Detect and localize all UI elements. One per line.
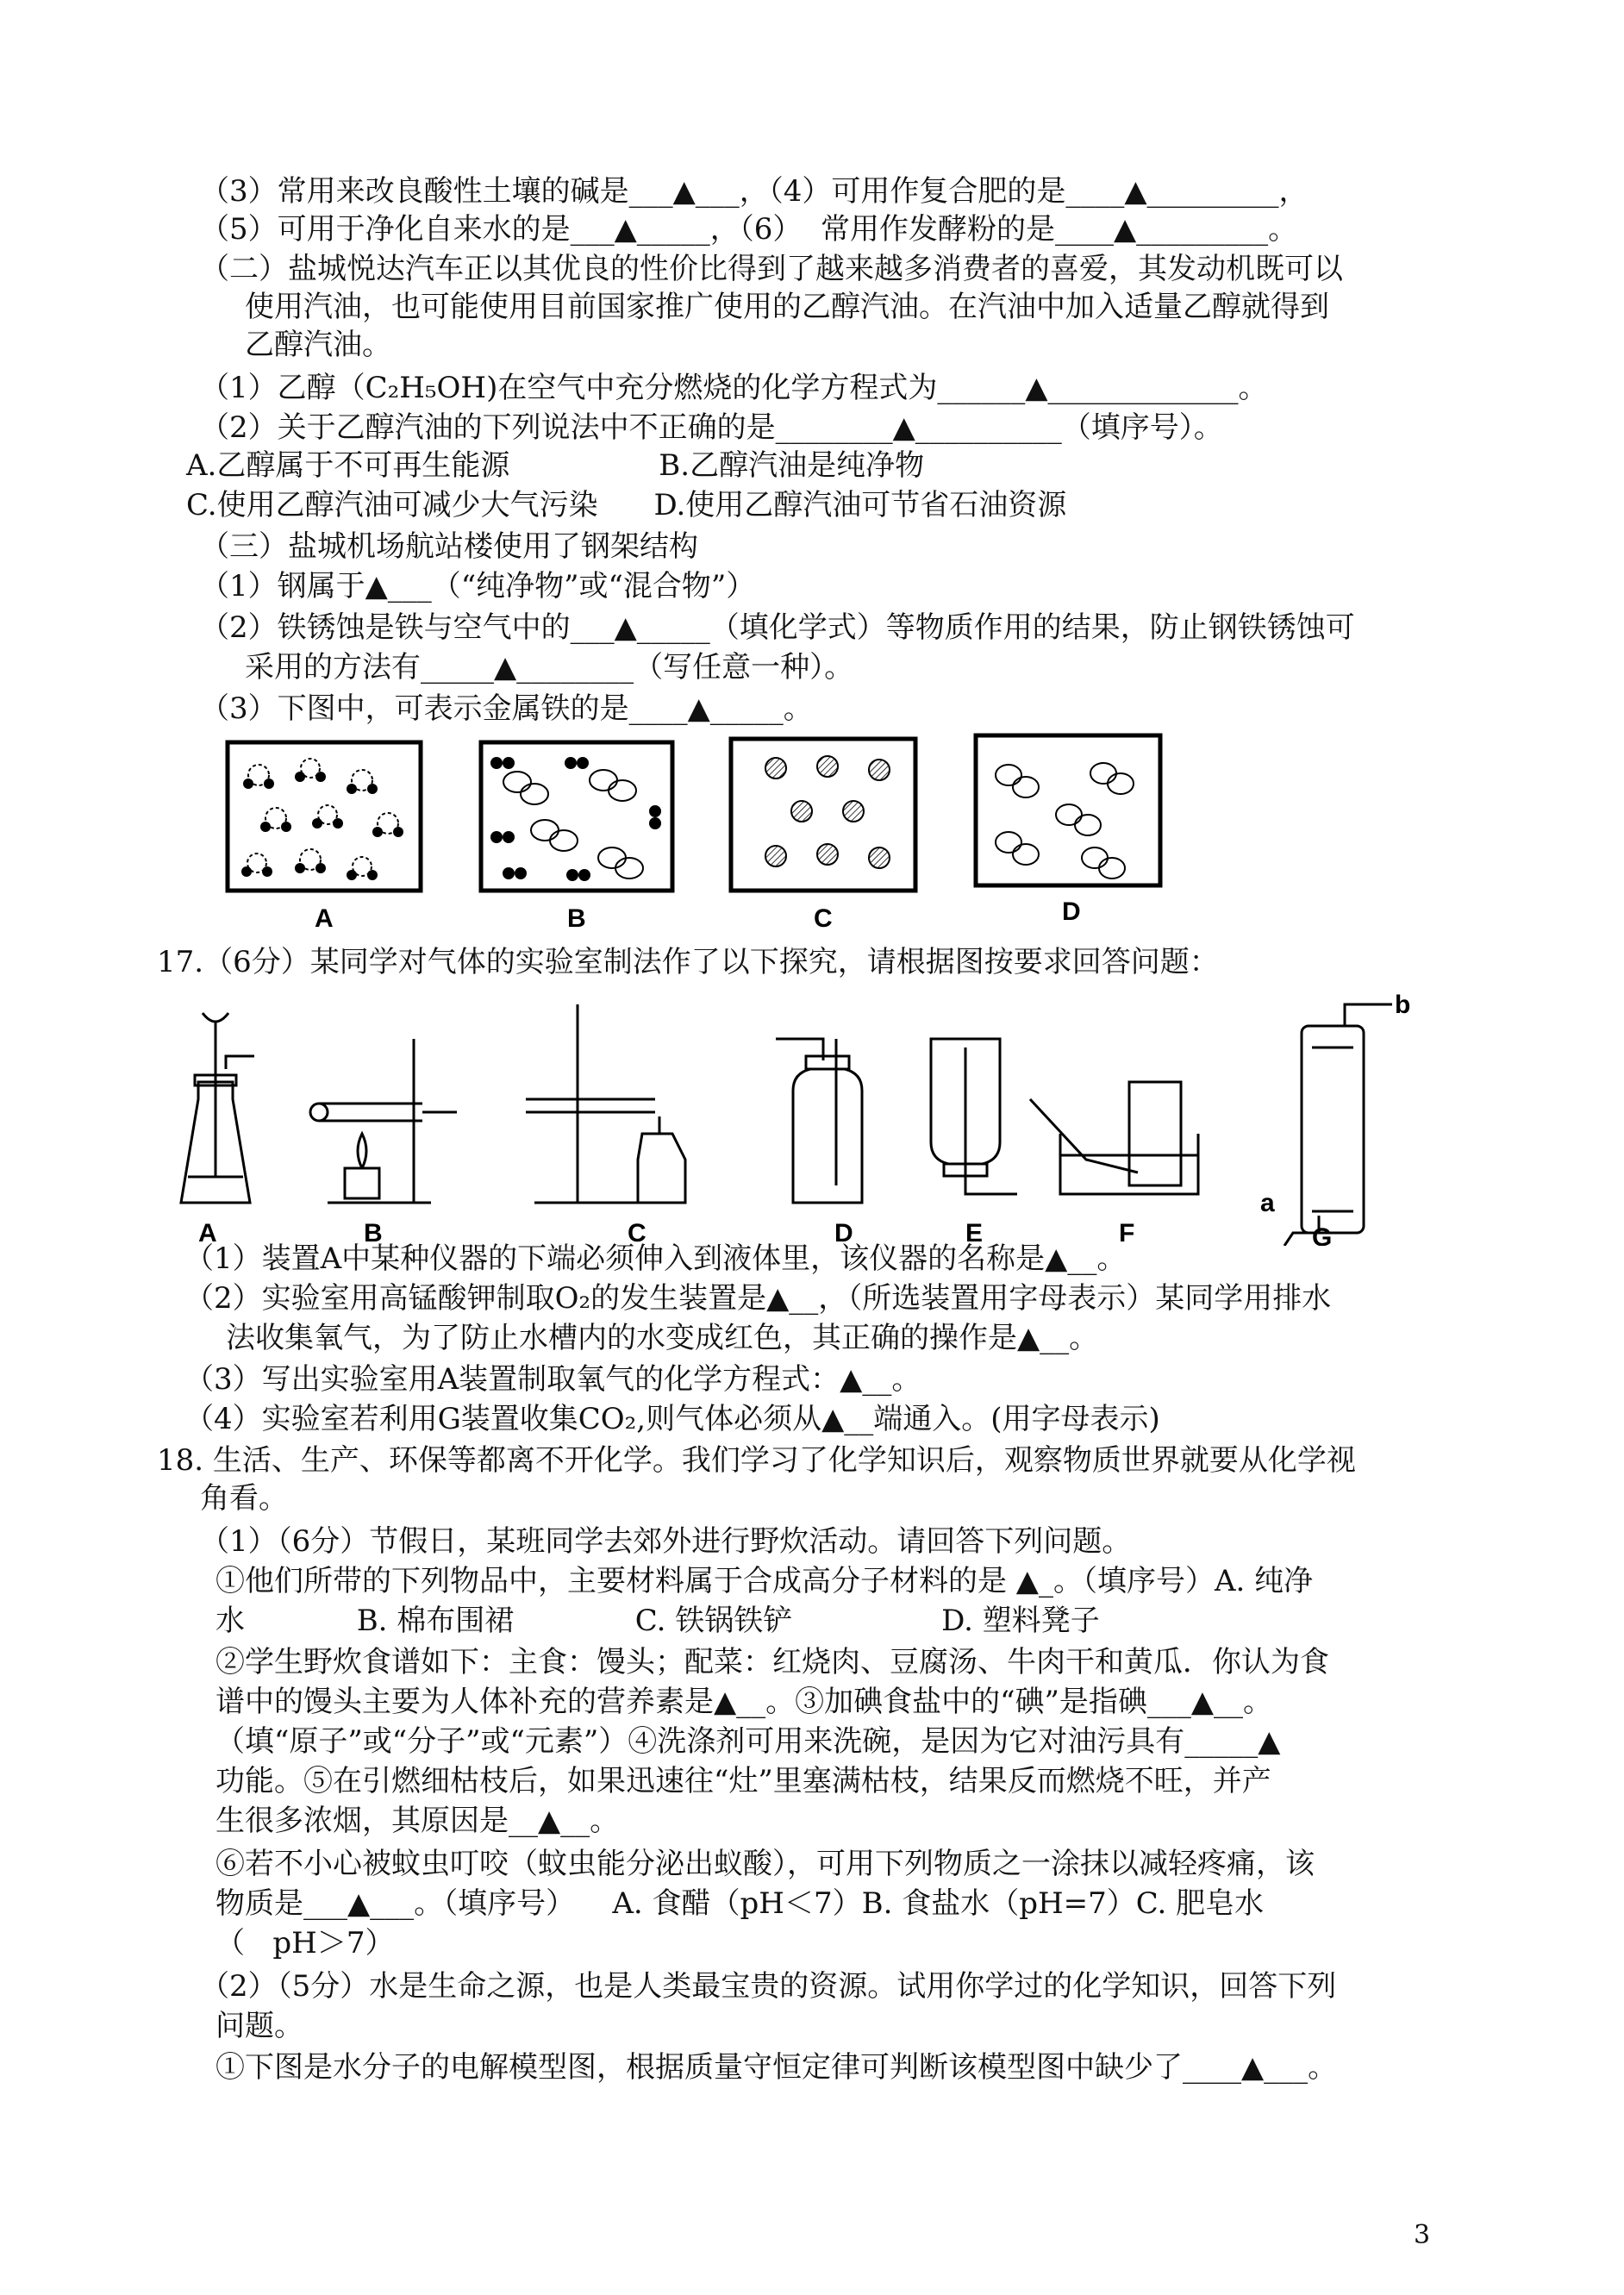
apparatus-label-d: D [834, 1219, 853, 1246]
particle-label-a: A [315, 904, 334, 933]
text-line-32: 物质是___▲___。（填序号） A. 食醋（pH＜7）B. 食盐水（pH=7）C. 肥皂水 [215, 1886, 1265, 1921]
text-line-26: ②学生野炊食谱如下：主食：馒头；配菜：红烧肉、豆腐汤、牛肉干和黄瓜．你认为食 [215, 1645, 1329, 1679]
text-line-1: （3）常用来改良酸性土壤的碱是___▲___，（4）可用作复合肥的是____▲_________， [200, 174, 1309, 209]
apparatus-label-e: E [965, 1219, 984, 1246]
apparatus-label-g: G [1312, 1223, 1333, 1246]
apparatus-b [310, 1039, 457, 1203]
apparatus-label-c: C [628, 1219, 646, 1246]
text-line-8: A.乙醇属于不可再生能源 B.乙醇汽油是纯净物 [186, 448, 925, 483]
text-line-31: ⑥若不小心被蚊虫叮咬（蚊虫能分泌出蚁酸），可用下列物质之一涂抹以减轻疼痛，该 [215, 1847, 1315, 1881]
particle-label-c: C [814, 904, 833, 933]
particle-box-b [481, 742, 672, 933]
text-line-17: （2）实验室用高锰酸钾制取O₂的发生装置是▲__，（所选装置用字母表示）某同学用排水 [184, 1281, 1332, 1316]
text-line-10: （三）盐城机场航站楼使用了钢架结构 [200, 529, 698, 564]
apparatus-a [181, 1013, 254, 1203]
text-line-5: 乙醇汽油。 [245, 328, 391, 362]
text-line-12: （2）铁锈蚀是铁与空气中的___▲_____（填化学式）等物质作用的结果，防止钢铁锈蚀可 [200, 610, 1355, 645]
text-line-35: 问题。 [215, 2009, 303, 2043]
text-line-29: 功能。⑤在引燃细枯枝后，如果迅速往“灶”里塞满枯枝，结果反而燃烧不旺，并产 [215, 1764, 1271, 1798]
text-line-25: 水 B. 棉布围裙 C. 铁锅铁铲 D. 塑料凳子 [215, 1604, 1100, 1638]
text-line-4: 使用汽油，也可能使用目前国家推广使用的乙醇汽油。在汽油中加入适量乙醇就得到 [245, 290, 1329, 324]
text-line-9: C.使用乙醇汽油可减少大气污染 D.使用乙醇汽油可节省石油资源 [186, 488, 1067, 522]
apparatus-label-f: F [1119, 1219, 1135, 1246]
apparatus-e [931, 1039, 1017, 1194]
particle-label-d: D [1062, 897, 1081, 926]
apparatus-end-b: b [1395, 991, 1411, 1019]
text-line-22: 角看。 [200, 1481, 288, 1516]
page-number: 3 [1414, 2220, 1431, 2250]
particle-box-a [228, 742, 421, 933]
particle-box-c [731, 739, 915, 933]
text-line-2: （5）可用于净化自来水的是___▲_____，（6） 常用作发酵粉的是____▲_________。 [200, 212, 1298, 247]
apparatus-g [1284, 1004, 1392, 1246]
text-line-14: （3）下图中，可表示金属铁的是____▲_____。 [200, 691, 813, 726]
text-line-30: 生很多浓烟，其原因是__▲__。 [215, 1804, 620, 1838]
text-line-3: （二）盐城悦达汽车正以其优良的性价比得到了越来越多消费者的喜爱，其发动机既可以 [200, 252, 1343, 286]
text-line-11: （1）钢属于▲___（“纯净物”或“混合物”） [200, 569, 756, 603]
text-line-20: （4）实验室若利用G装置收集CO₂,则气体必须从▲__端通入。(用字母表示) [184, 1402, 1160, 1436]
particle-model-figures [224, 729, 1181, 940]
text-line-16: （1）装置A中某种仪器的下端必须伸入到液体里，该仪器的名称是▲__。 [184, 1241, 1127, 1276]
text-line-21: 18. 生活、生产、环保等都离不开化学。我们学习了化学知识后，观察物质世界就要从化学视 [157, 1443, 1356, 1478]
particle-label-b: B [567, 904, 586, 933]
text-line-36: ①下图是水分子的电解模型图，根据质量守恒定律可判断该模型图中缺少了____▲___。 [215, 2050, 1338, 2085]
text-line-33: （ pH＞7） [215, 1926, 395, 1960]
text-line-19: （3）写出实验室用A装置制取氧气的化学方程式：▲__。 [184, 1362, 921, 1397]
gas-apparatus-figures [172, 987, 1448, 1246]
text-line-7: （2）关于乙醇汽油的下列说法中不正确的是________▲__________（填序号）。 [200, 410, 1223, 445]
particle-box-d [976, 735, 1160, 926]
text-line-6: （1）乙醇（C₂H₅OH)在空气中充分燃烧的化学方程式为______▲_____________。 [200, 371, 1268, 405]
text-line-27: 谱中的馒头主要为人体补充的营养素是▲__。③加碘食盐中的“碘”是指碘___▲__。 [215, 1685, 1273, 1719]
text-line-15: 17.（6分）某同学对气体的实验室制法作了以下探究，请根据图按要求回答问题： [157, 945, 1219, 979]
apparatus-label-b: B [364, 1219, 383, 1246]
apparatus-d [776, 1039, 862, 1203]
text-line-23: （1）（6分）节假日，某班同学去郊外进行野炊活动。请回答下列问题。 [200, 1524, 1132, 1559]
apparatus-c [526, 1004, 685, 1203]
text-line-18: 法收集氧气，为了防止水槽内的水变成红色，其正确的操作是▲__。 [226, 1321, 1099, 1355]
text-line-28: （填“原子”或“分子”或“元素”）④洗涤剂可用来洗碗，是因为它对油污具有_____▲ [215, 1724, 1281, 1759]
text-line-34: （2）（5分）水是生命之源，也是人类最宝贵的资源。试用你学过的化学知识，回答下列 [200, 1969, 1337, 2004]
apparatus-f [1030, 1082, 1198, 1194]
text-line-24: ①他们所带的下列物品中，主要材料属于合成高分子材料的是 ▲_。（填序号）A. 纯净 [215, 1564, 1314, 1598]
apparatus-end-a: a [1260, 1189, 1275, 1217]
apparatus-label-a: A [198, 1219, 217, 1246]
text-line-13: 采用的方法有_____▲________（写任意一种）。 [245, 650, 854, 685]
